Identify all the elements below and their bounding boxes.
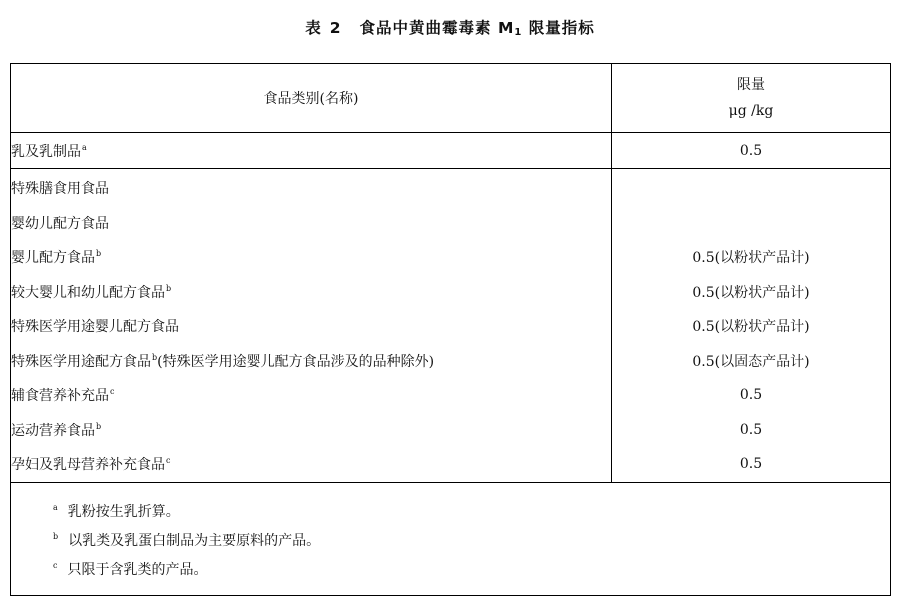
- row-name: 婴儿配方食品$^b$: [11, 240, 612, 275]
- row-name: 较大婴儿和幼儿配方食品$^b$: [11, 275, 612, 310]
- footnote-ref: a: [82, 142, 87, 152]
- title-suffix: 限量指标: [522, 19, 595, 37]
- header-limit-unit: μg /kg: [728, 103, 774, 119]
- footnote: $^c$ 只限于含乳类的产品。: [53, 560, 208, 578]
- table-row: [11, 344, 891, 379]
- table-row: [11, 378, 891, 413]
- table-row: [11, 133, 891, 169]
- row-value: 0.5(以粉状产品计): [612, 275, 891, 310]
- row-value: 0.5: [612, 133, 891, 169]
- row-value: [612, 206, 891, 241]
- row-value: 0.5: [612, 413, 891, 448]
- header-limit: [612, 64, 891, 133]
- table-row: [11, 309, 891, 344]
- footnote: $^b$ 以乳类及乳蛋白制品为主要原料的产品。: [53, 531, 321, 549]
- row-value: 0.5(以固态产品计): [612, 344, 891, 379]
- table-row: [11, 240, 891, 275]
- row-name: 特殊医学用途配方食品$^b$(特殊医学用途婴儿配方食品涉及的品种除外): [11, 344, 612, 379]
- footnotes-row: [11, 482, 891, 595]
- footnote: $^a$ 乳粉按生乳折算。: [53, 502, 180, 520]
- table-row: [11, 169, 891, 206]
- table-row: [11, 447, 891, 482]
- title-number: 2: [329, 19, 342, 37]
- row-value: [612, 169, 891, 206]
- header-limit-label: 限量: [737, 77, 765, 93]
- row-name: 婴幼儿配方食品: [11, 206, 612, 241]
- title-subscript: 1: [514, 27, 523, 38]
- footnote-ref: b: [96, 249, 102, 259]
- footnote-ref: c: [110, 387, 115, 397]
- footnote-ref: c: [166, 456, 171, 466]
- row-value: 0.5(以粉状产品计): [612, 240, 891, 275]
- header-category: 食品类别(名称): [11, 64, 612, 133]
- title-text: 食品中黄曲霉毒素 M: [359, 19, 515, 37]
- row-value: 0.5(以粉状产品计): [612, 309, 891, 344]
- row-name: 运动营养食品$^b$: [11, 413, 612, 448]
- footnotes: [11, 482, 891, 595]
- table-header-row: [11, 64, 891, 133]
- row-name: 特殊膳食用食品: [11, 169, 612, 206]
- table-title: [0, 16, 900, 38]
- row-name: 孕妇及乳母营养补充食品$^c$: [11, 447, 612, 482]
- row-name: 辅食营养补充品$^c$: [11, 378, 612, 413]
- row-name: 乳及乳制品$^a$: [11, 133, 612, 169]
- row-name: 特殊医学用途婴儿配方食品: [11, 309, 612, 344]
- table-row: [11, 275, 891, 310]
- row-value: 0.5: [612, 447, 891, 482]
- footnote-ref: b: [152, 352, 158, 362]
- footnote-ref: b: [96, 421, 102, 431]
- table-row: [11, 413, 891, 448]
- limits-table: [10, 63, 891, 596]
- title-prefix: 表: [305, 19, 322, 37]
- footnote-ref: b: [166, 283, 172, 293]
- row-value: 0.5: [612, 378, 891, 413]
- table-row: [11, 206, 891, 241]
